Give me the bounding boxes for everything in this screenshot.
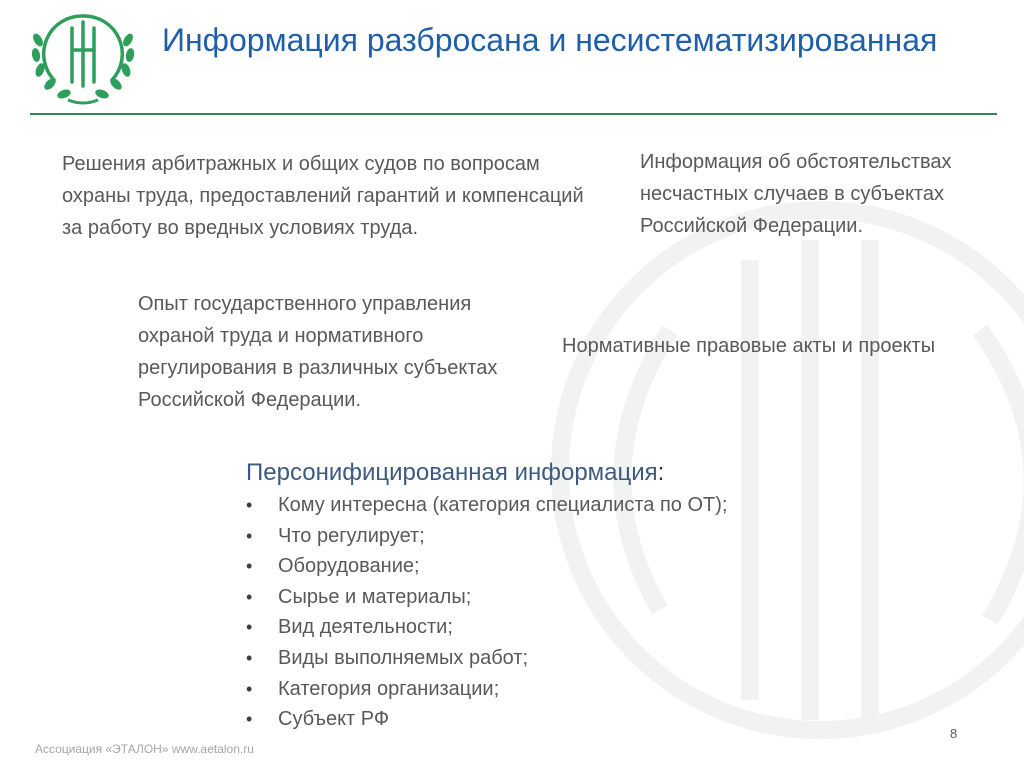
normative-acts-text: Нормативные правовые акты и проекты: [562, 335, 936, 357]
footer-organization: Ассоциация «ЭТАЛОН» www.aetalon.ru: [35, 742, 254, 756]
list-item: [246, 704, 727, 735]
bullet-icon: •: [246, 525, 253, 546]
accidents-info-text: Информация об обстоятельствах несчастных случаев в субъектах Российской Федерации.: [640, 151, 952, 237]
list-item-text: Что регулирует;: [278, 524, 425, 547]
bullet-icon: •: [246, 678, 253, 699]
list-item: [246, 643, 727, 674]
association-logo: [28, 10, 138, 106]
list-item-text: Субъект РФ: [278, 708, 390, 731]
court-decisions-text: Решения арбитражных и общих судов по вопросам охраны труда, предоставлений гарантий и компенсаций за работу во вредных условиях труда.: [62, 153, 584, 239]
slide-title: Информация разбросана и несистематизированная: [162, 22, 938, 58]
list-item-text: Оборудование;: [278, 555, 420, 578]
list-item: [246, 582, 727, 613]
list-item: [246, 521, 727, 552]
list-item: [246, 612, 727, 643]
list-item-text: Виды выполняемых работ;: [278, 646, 529, 669]
list-item: [246, 674, 727, 705]
bullet-icon: •: [246, 556, 253, 577]
bullet-icon: •: [246, 647, 253, 668]
personalized-info-title: Персонифицированная информация: [246, 459, 658, 486]
personalized-info-section: [246, 456, 727, 735]
government-experience-text: Опыт государственного управления охраной труда и нормативного регулирования в различных субъектах Российской Федерации.: [138, 293, 498, 411]
bullet-icon: •: [246, 586, 253, 607]
page-number: 8: [950, 726, 958, 741]
list-item-text: Категория организации;: [278, 677, 500, 700]
personalized-info-colon: :: [657, 459, 665, 486]
list-item: [246, 551, 727, 582]
personalized-info-list: [246, 490, 727, 735]
bullet-icon: •: [246, 709, 253, 730]
title-divider: [30, 113, 997, 115]
personalized-info-heading: [246, 456, 727, 490]
list-item-text: Сырье и материалы;: [278, 585, 472, 608]
bullet-icon: •: [246, 617, 253, 638]
list-item-text: Вид деятельности;: [278, 616, 453, 639]
list-item-text: Кому интересна (категория специалиста по ОТ);: [278, 494, 728, 516]
list-item: [246, 490, 727, 521]
bullet-icon: •: [246, 495, 253, 515]
